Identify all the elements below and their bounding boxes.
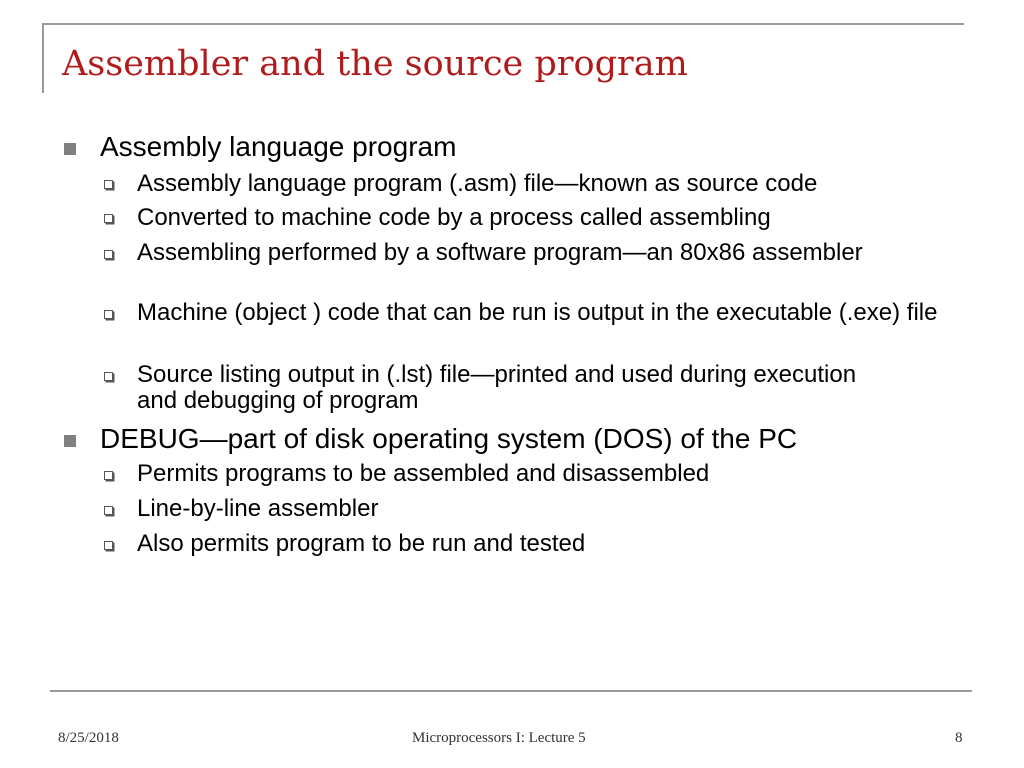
hollow-square-bullet-icon (104, 180, 113, 189)
hollow-square-bullet-icon (104, 310, 113, 319)
slide-title: Assembler and the source program (62, 44, 688, 84)
sub-bullet-item: Source listing output in (.lst) file—printed and used during execution and debugging of program (137, 361, 857, 414)
sub-bullet-item: Assembly language program (.asm) file—known as source code (137, 170, 818, 197)
bullet-item: Assembly language program (100, 131, 457, 162)
footer-rule (50, 690, 972, 692)
hollow-square-bullet-icon (104, 471, 113, 480)
sub-bullet-item: Assembling performed by a software program—an 80x86 assembler (137, 239, 863, 266)
hollow-square-bullet-icon (104, 506, 113, 515)
bullet-item: DEBUG—part of disk operating system (DOS) of the PC (100, 423, 798, 454)
footer-course: Microprocessors I: Lecture 5 (412, 730, 586, 746)
sub-bullet-item: Converted to machine code by a process called assembling (137, 204, 771, 231)
sub-bullet-item: Machine (object ) code that can be run is output in the executable (.exe) file (137, 299, 938, 326)
hollow-square-bullet-icon (104, 214, 113, 223)
sub-bullet-item: Line-by-line assembler (137, 495, 379, 522)
hollow-square-bullet-icon (104, 372, 113, 381)
footer-date: 8/25/2018 (58, 730, 119, 746)
footer-page-number: 8 (955, 730, 963, 746)
hollow-square-bullet-icon (104, 250, 113, 259)
square-bullet-icon (64, 435, 76, 447)
square-bullet-icon (64, 143, 76, 155)
sub-bullet-item: Permits programs to be assembled and disassembled (137, 460, 710, 487)
sub-bullet-item: Also permits program to be run and tested (137, 530, 586, 557)
hollow-square-bullet-icon (104, 541, 113, 550)
